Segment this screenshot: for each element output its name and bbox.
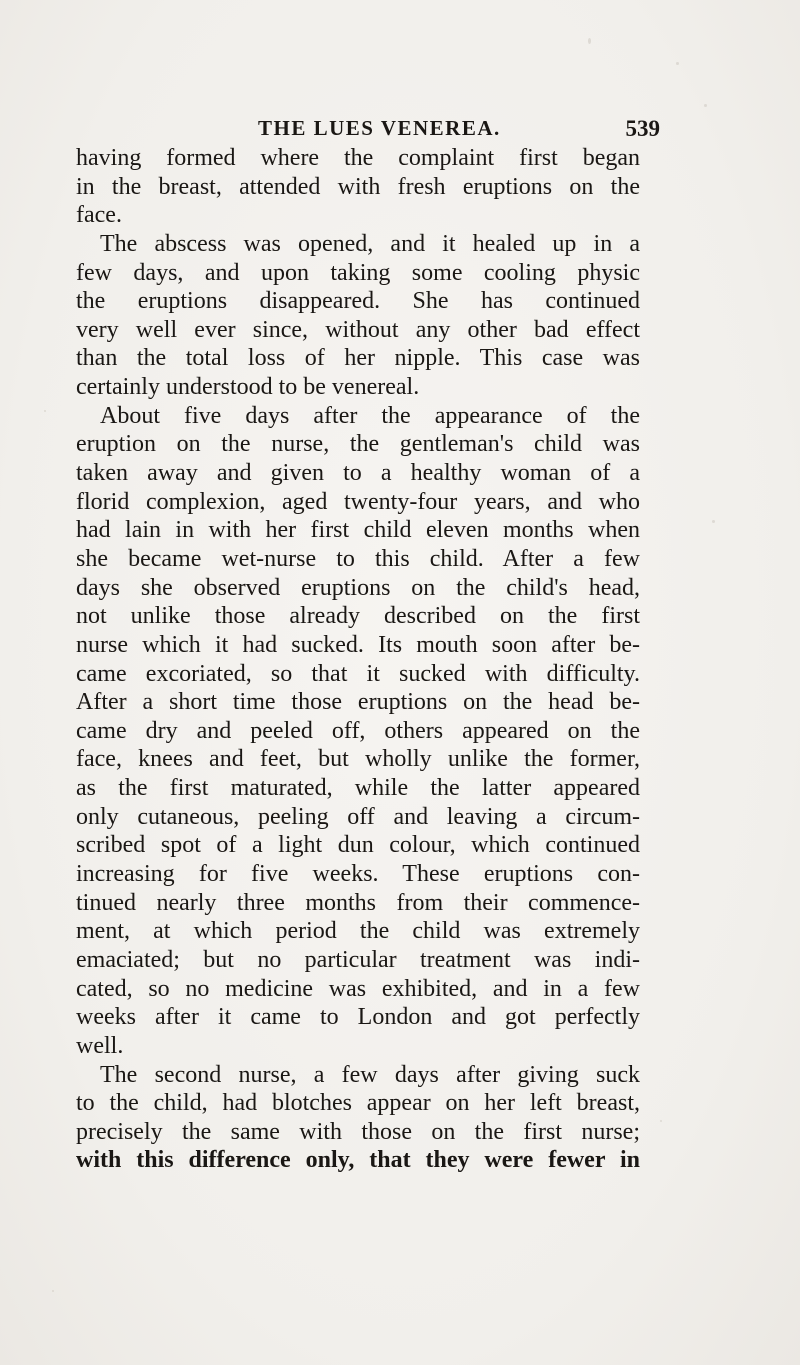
text-line: precisely the same with those on the first nurse; (76, 1118, 640, 1145)
text-line: not unlike those already described on the first (76, 603, 640, 630)
text-line: came excoriated, so that it sucked with difficulty. (76, 660, 640, 687)
text-line: taken away and given to a healthy woman of a (76, 460, 640, 487)
text-line: face, knees and feet, but wholly unlike the former, (76, 746, 640, 773)
text-line: she became wet-nurse to this child. After a few (76, 545, 640, 572)
text-line: tinued nearly three months from their commence- (76, 889, 640, 916)
text-line: ment, at which period the child was extremely (76, 918, 640, 945)
text-line: face. (76, 202, 122, 229)
paper-speck (704, 104, 707, 107)
text-line: the eruptions disappeared. She has continued (76, 288, 640, 315)
text-line: well. (76, 1032, 124, 1059)
paper-speck (44, 410, 46, 412)
text-line: in the breast, attended with fresh eruptions on the (76, 173, 640, 200)
text-line: scribed spot of a light dun colour, which continued (76, 832, 640, 859)
text-line: days she observed eruptions on the child's head, (76, 574, 640, 601)
text-line: only cutaneous, peeling off and leaving a circum- (76, 803, 640, 830)
text-line: to the child, had blotches appear on her left breast, (76, 1090, 640, 1117)
paper-speck (676, 62, 679, 65)
paper-speck (52, 1290, 54, 1292)
text-line: certainly understood to be venereal. (76, 374, 420, 401)
text-line: weeks after it came to London and got perfectly (76, 1004, 640, 1031)
text-line: emaciated; but no particular treatment was indi- (76, 946, 640, 973)
text-line: came dry and peeled off, others appeared on the (76, 717, 640, 744)
text-line: After a short time those eruptions on the head be- (76, 689, 640, 716)
text-line: as the first maturated, while the latter appeared (76, 775, 640, 802)
text-line: cated, so no medicine was exhibited, and in a few (76, 975, 640, 1002)
page-number: 539 (625, 116, 660, 141)
text-line: increasing for five weeks. These eruptions con- (76, 861, 640, 888)
body-text (76, 144, 640, 1175)
text-line: having formed where the complaint first began (76, 145, 640, 171)
text-line: very well ever since, without any other bad effect (76, 316, 640, 343)
paper-speck (712, 520, 715, 523)
text-line: About five days after the appearance of the (100, 402, 640, 429)
text-line: eruption on the nurse, the gentleman's child was (76, 431, 640, 458)
text-line: The abscess was opened, and it healed up in a (100, 230, 640, 257)
text-line: few days, and upon taking some cooling physic (76, 259, 640, 286)
text-line: had lain in with her first child eleven months when (76, 517, 640, 544)
text-line: nurse which it had sucked. Its mouth soon after be- (76, 631, 640, 658)
paper-speck (588, 38, 591, 44)
text-line: florid complexion, aged twenty-four years, and who (76, 488, 640, 515)
text-line: than the total loss of her nipple. This case was (76, 345, 640, 372)
text-line: with this difference only, that they were fewer in (76, 1147, 640, 1174)
text-line: The second nurse, a few days after giving suck (100, 1061, 640, 1088)
running-title: THE LUES VENEREA. (258, 116, 501, 140)
running-head (200, 116, 660, 146)
paper-speck (660, 1120, 662, 1122)
